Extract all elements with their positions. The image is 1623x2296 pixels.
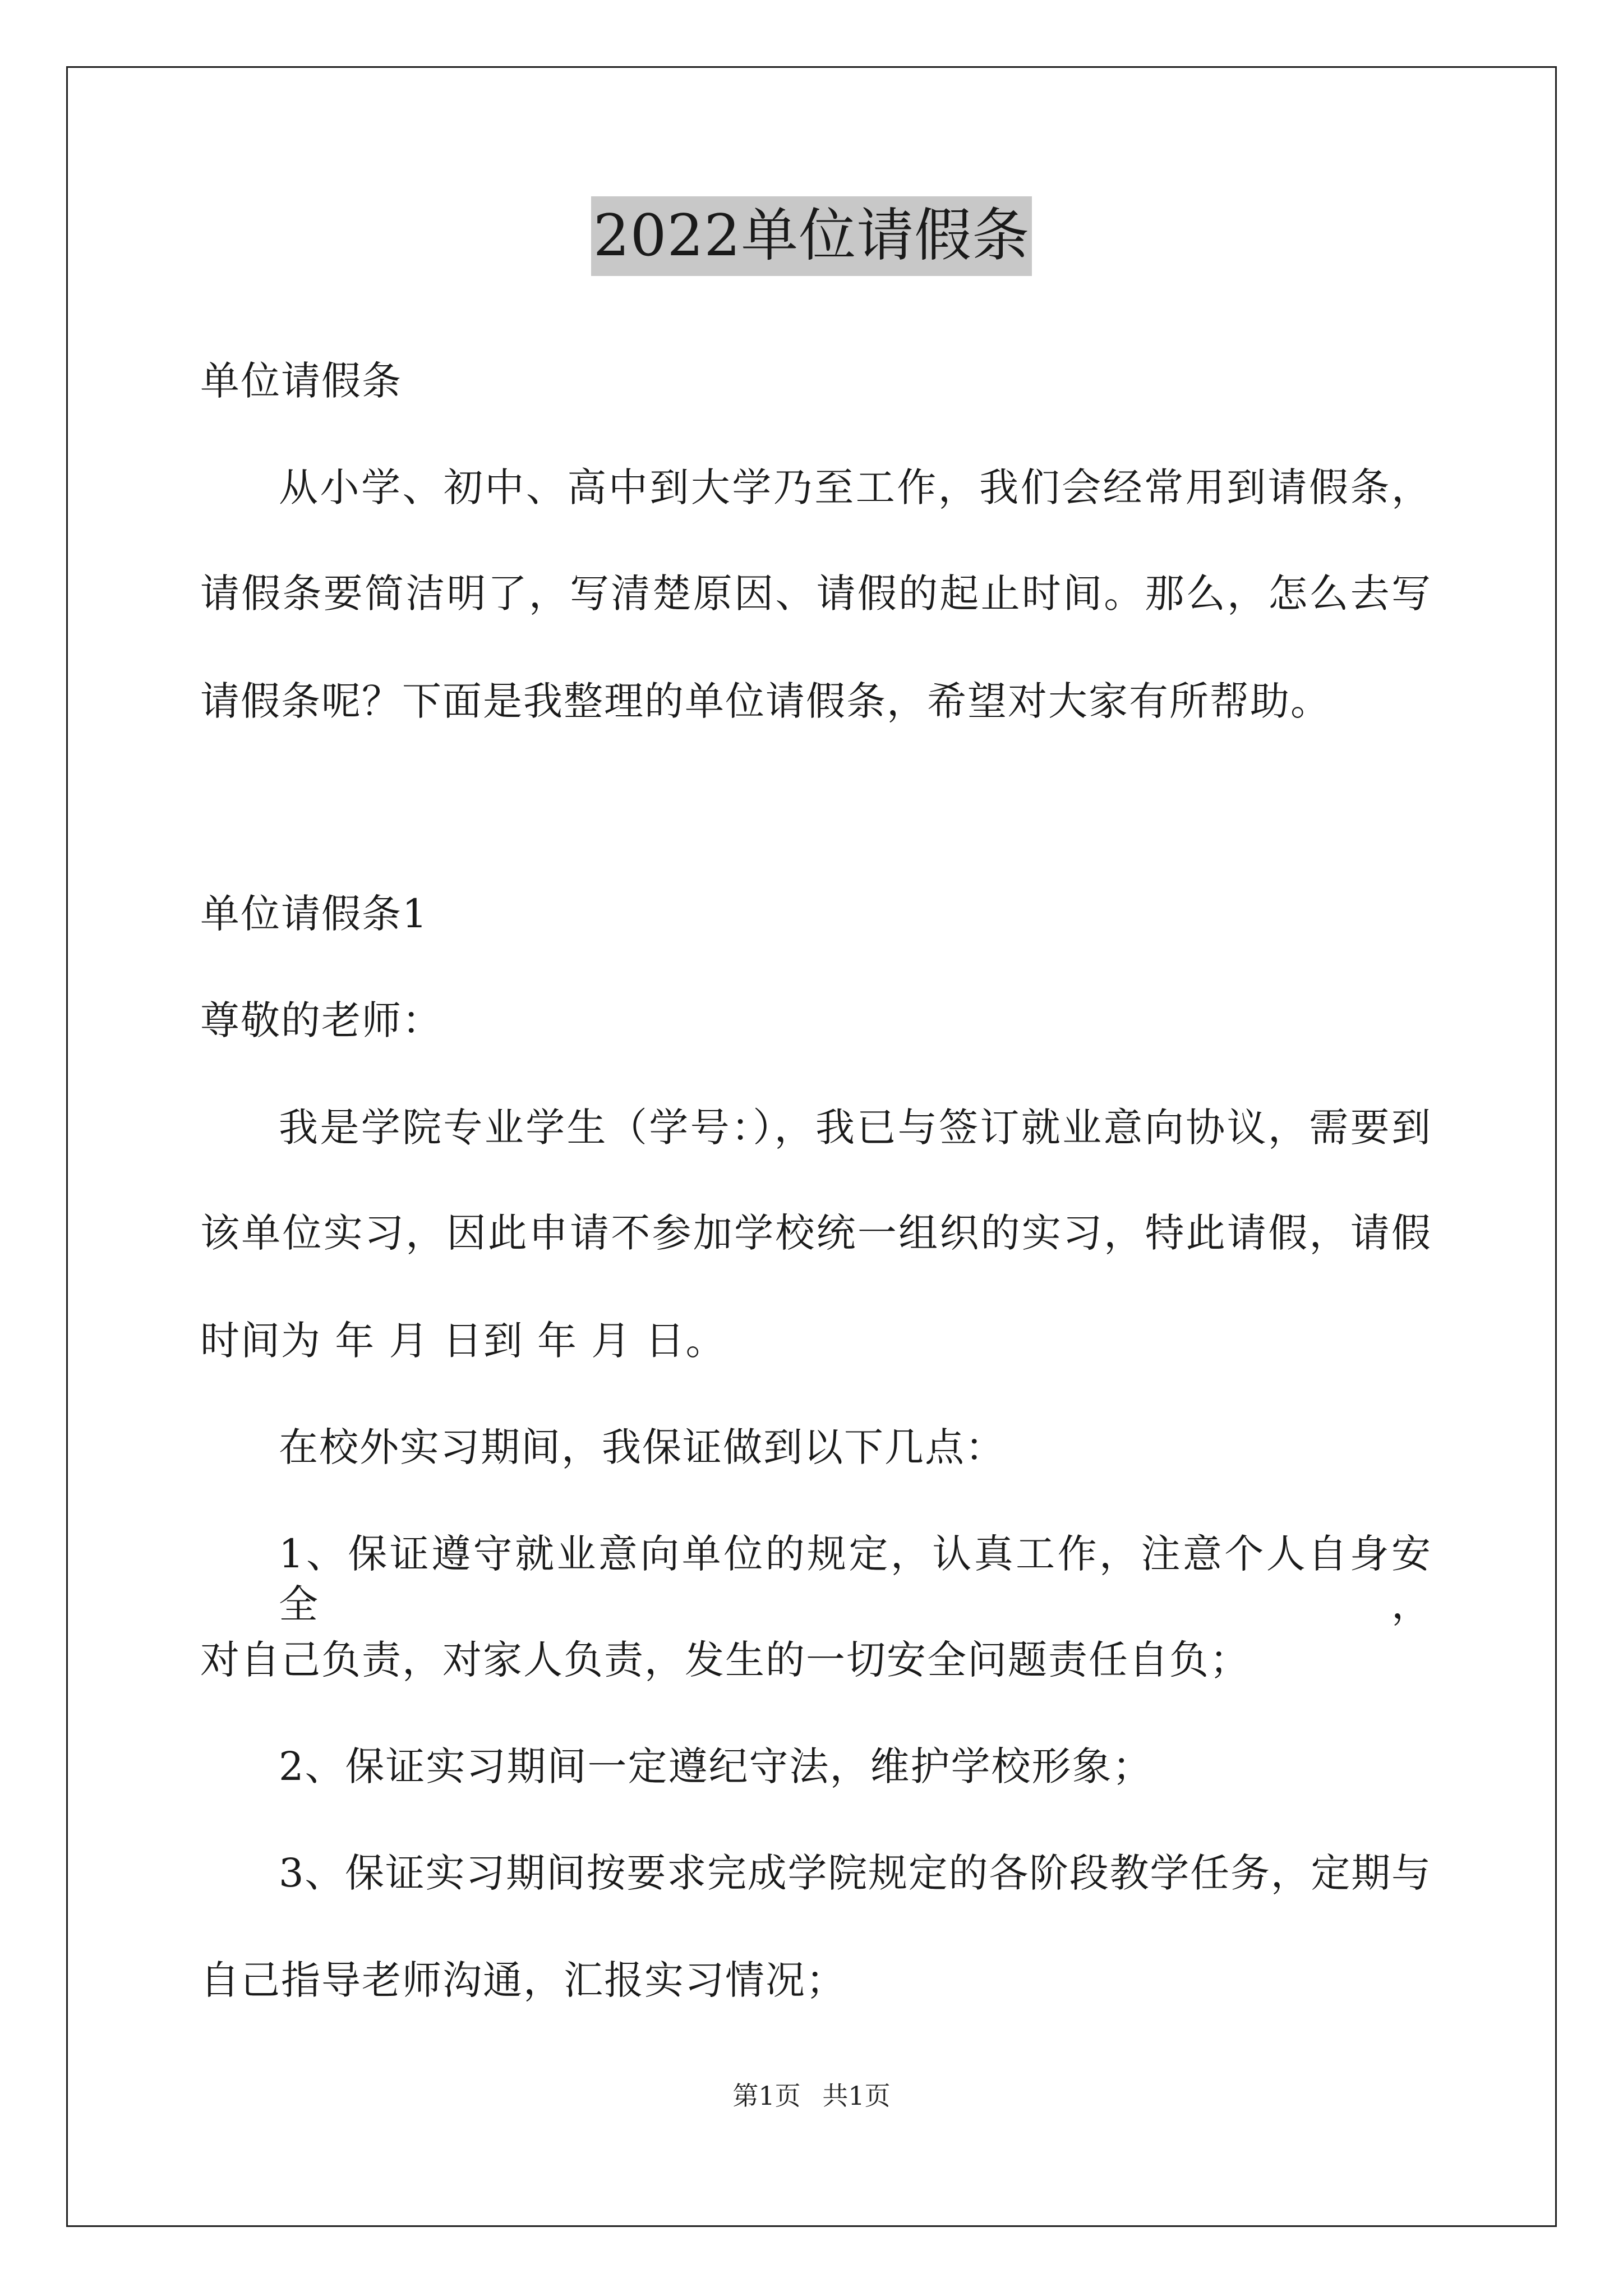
body-line-4: 在校外实习期间，我保证做到以下几点： bbox=[279, 1424, 1006, 1470]
document-title: 2022单位请假条 bbox=[591, 196, 1032, 276]
body-line-7: 2、保证实习期间一定遵纪守法，维护学校形象； bbox=[279, 1743, 1153, 1789]
intro-line-3: 请假条呢？下面是我整理的单位请假条，希望对大家有所帮助。 bbox=[200, 678, 1331, 724]
subtitle: 单位请假条 bbox=[200, 358, 402, 404]
page-total: 共1页 bbox=[822, 2081, 891, 2111]
body-line-6: 对自己负责，对家人负责，发生的一切安全问题责任自负； bbox=[200, 1637, 1250, 1683]
section-heading: 单位请假条1 bbox=[200, 891, 428, 937]
intro-line-1: 从小学、初中、高中到大学乃至工作，我们会经常用到请假条， bbox=[279, 464, 1431, 510]
body-line-5: 1、保证遵守就业意向单位的规定，认真工作，注意个人自身安全， bbox=[279, 1531, 1431, 1627]
body-line-2: 该单位实习，因此申请不参加学校统一组织的实习，特此请假，请假 bbox=[200, 1210, 1431, 1256]
body-line-3: 时间为 年 月 日到 年 月 日。 bbox=[200, 1318, 726, 1364]
body-line-9: 自己指导老师沟通，汇报实习情况； bbox=[200, 1957, 846, 2003]
page-number: 第1页 bbox=[732, 2081, 801, 2111]
body-line-1: 我是学院专业学生（学号：），我已与签订就业意向协议，需要到 bbox=[279, 1105, 1431, 1151]
salutation: 尊敬的老师： bbox=[200, 997, 442, 1043]
intro-line-2: 请假条要简洁明了，写清楚原因、请假的起止时间。那么，怎么去写 bbox=[200, 570, 1431, 616]
title-container bbox=[0, 196, 1623, 276]
page-footer bbox=[0, 2079, 1623, 2113]
body-line-8: 3、保证实习期间按要求完成学院规定的各阶段教学任务，定期与 bbox=[279, 1850, 1431, 1896]
